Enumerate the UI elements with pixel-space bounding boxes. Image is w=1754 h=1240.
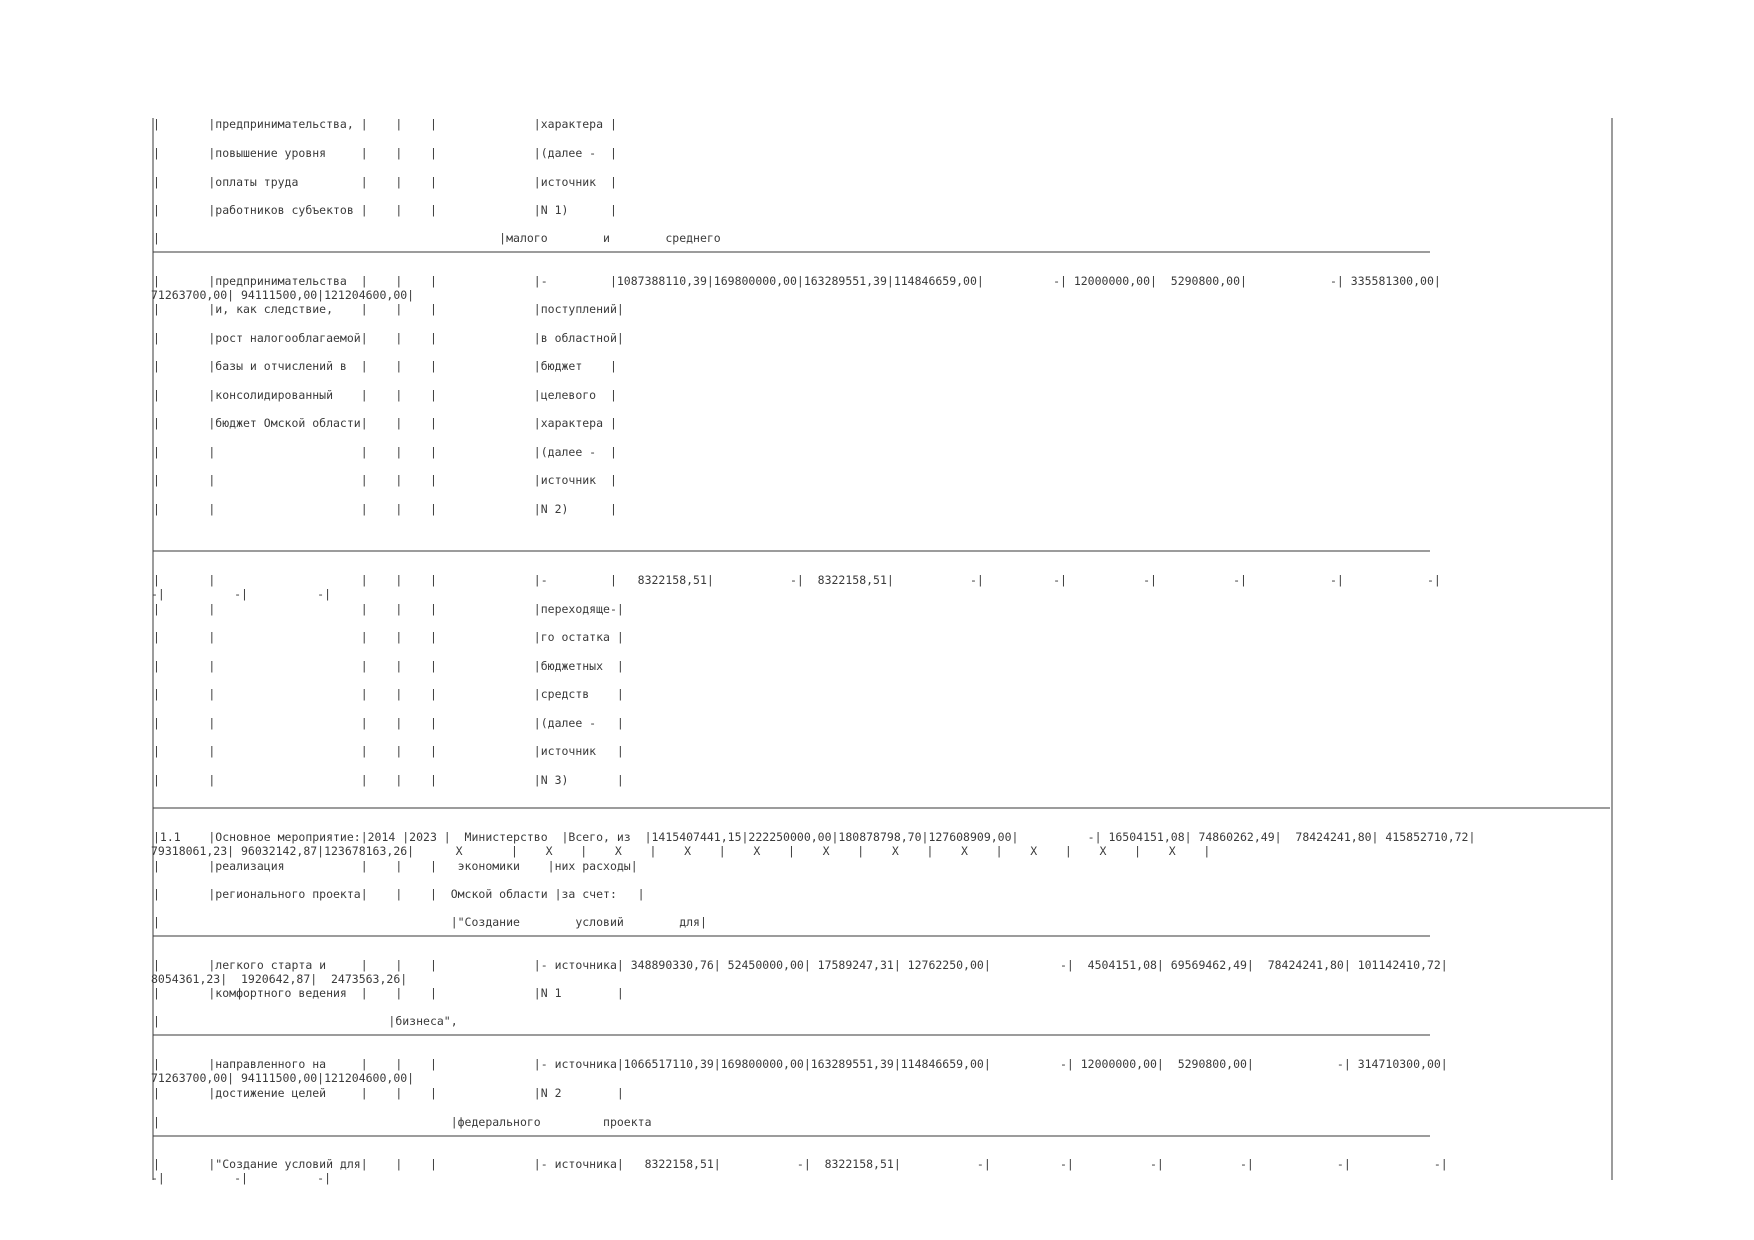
text-line: | |комфортного ведения | | | |N 1 | bbox=[153, 986, 624, 1000]
text-line: |1.1 |Основное мероприятие:|2014 |2023 | Министерство |Всего, из |1415407441,15|222250000,00|180878798,70|127608909,00| -| 16504151,08| 74860262,49| 78424241,80| 415852710,72| bbox=[153, 830, 1476, 844]
text-line: | |и, как следствие, | | | |поступлений| bbox=[153, 302, 624, 316]
text-line: | | | | | |средств | bbox=[153, 687, 624, 701]
text-line: | |реализация | | | экономики |них расходы| bbox=[153, 859, 638, 873]
text-line: | | | | | |источник | bbox=[153, 744, 624, 758]
text-line: 71263700,00| 94111500,00|121204600,00| bbox=[151, 288, 415, 302]
text-line: -| -| -| bbox=[151, 587, 332, 601]
text-line: | | | | | |- | 8322158,51| -| 8322158,51| -| -| -| -| -| -| bbox=[153, 573, 1441, 587]
text-line: | |"Создание условий для| | | |- источника| 8322158,51| -| 8322158,51| -| -| -| -| -| -| bbox=[153, 1157, 1448, 1171]
text-line: | |регионального проекта| | | Омской области |за счет: | bbox=[153, 887, 645, 901]
text-line: -| -| -| bbox=[151, 1171, 332, 1185]
text-line: | |бюджет Омской области| | | |характера | bbox=[153, 416, 617, 430]
text-line: | |бизнеса", bbox=[153, 1014, 458, 1028]
text-line: | |повышение уровня | | | |(далее - | bbox=[153, 146, 617, 160]
text-line: 71263700,00| 94111500,00|121204600,00| bbox=[151, 1071, 415, 1085]
text-line: | |достижение целей | | | |N 2 | bbox=[153, 1086, 624, 1100]
text-line: | |базы и отчислений в | | | |бюджет | bbox=[153, 359, 617, 373]
text-line: | | | | | |N 3) | bbox=[153, 773, 624, 787]
text-line: | |работников субъектов | | | |N 1) | bbox=[153, 203, 617, 217]
text-line: | | | | | |бюджетных | bbox=[153, 659, 624, 673]
text-line: 8054361,23| 1920642,87| 2473563,26| bbox=[151, 972, 408, 986]
text-line: 79318061,23| 96032142,87|123678163,26| X | X | X | X | X | X | X | X | X | X | X | bbox=[151, 844, 1211, 858]
text-line: | | | | | |го остатка | bbox=[153, 630, 624, 644]
text-line: | |рост налогооблагаемой| | | |в областной| bbox=[153, 331, 624, 345]
text-line: | |легкого старта и | | | |- источника| 348890330,76| 52450000,00| 17589247,31| 12762250,00| -| 4504151,08| 69569462,49| 78424241,80| 101142410,72| bbox=[153, 958, 1448, 972]
text-block bbox=[151, 117, 1475, 1185]
text-line: | |малого и среднего bbox=[153, 231, 721, 245]
text-line: | |предпринимательства, | | | |характера | bbox=[153, 117, 617, 131]
text-line: | |"Создание условий для| bbox=[153, 915, 707, 929]
text-line: | |оплаты труда | | | |источник | bbox=[153, 175, 617, 189]
text-line: | | | | | |(далее - | bbox=[153, 445, 617, 459]
text-line: | | | | | |переходяще-| bbox=[153, 602, 624, 616]
text-line: | |консолидированный | | | |целевого | bbox=[153, 388, 617, 402]
text-line: | |направленного на | | | |- источника|1066517110,39|169800000,00|163289551,39|114846659,00| -| 12000000,00| 5290800,00| -| 314710300,00| bbox=[153, 1057, 1448, 1071]
text-line: | | | | | |(далее - | bbox=[153, 716, 624, 730]
text-line: | | | | | |N 2) | bbox=[153, 502, 617, 516]
text-line: | |предпринимательства | | | |- |1087388110,39|169800000,00|163289551,39|114846659,00| -| 12000000,00| 5290800,00| -| 335581300,00| bbox=[153, 274, 1441, 288]
text-line: | | | | | |источник | bbox=[153, 473, 617, 487]
text-line: | |федерального проекта bbox=[153, 1115, 652, 1129]
